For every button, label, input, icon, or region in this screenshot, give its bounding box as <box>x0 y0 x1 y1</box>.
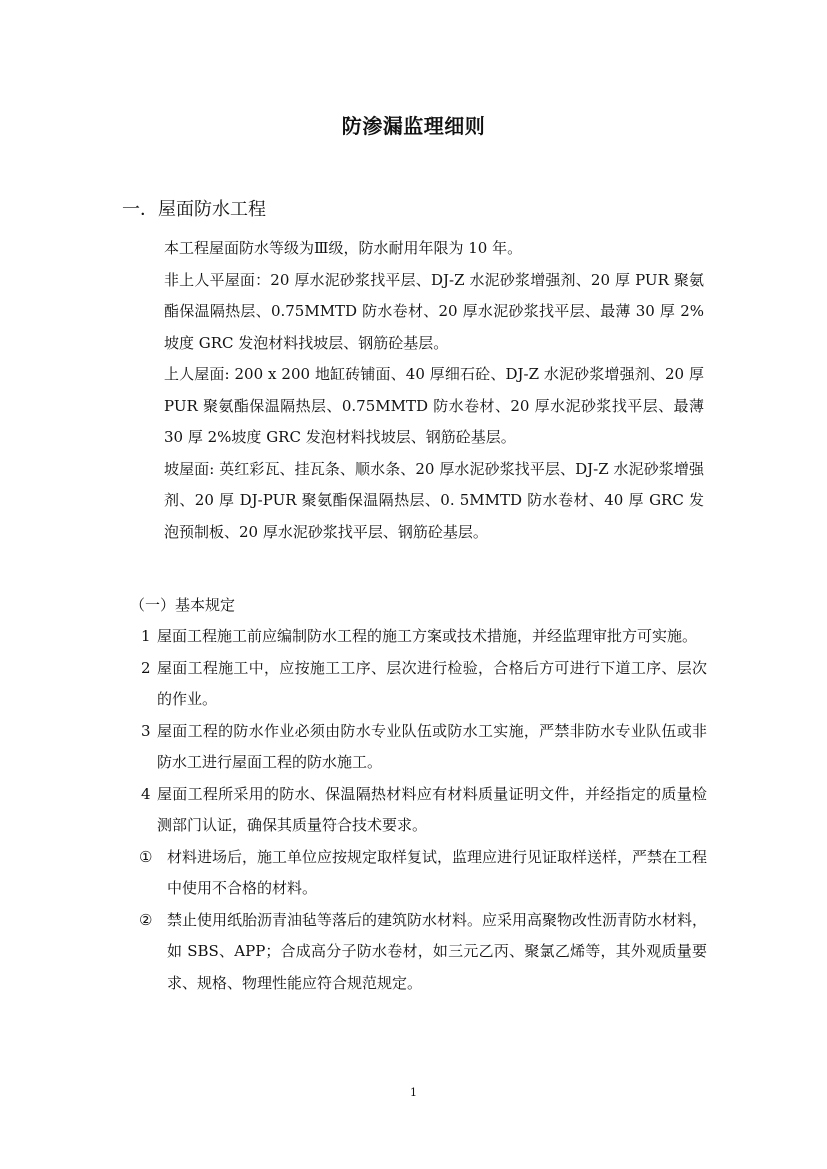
rule-text: 屋面工程的防水作业必须由防水专业队伍或防水工实施，严禁非防水专业队伍或非防水工进行屋面工程的防水施工。 <box>157 721 707 771</box>
rule-item <box>141 779 707 842</box>
intro-paragraph: 非上人平屋面：20 厚水泥砂浆找平层、DJ-Z 水泥砂浆增强剂、20 厚 PUR 聚氨酯保温隔热层、0.75MMTD 防水卷材、20 厚水泥砂浆找平层、最薄 30 厚 2%坡度 GRC 发泡材料找坡层、钢筋砼基层。 <box>164 270 704 352</box>
rules-list <box>141 621 707 999</box>
rule-number: 1 <box>141 627 151 645</box>
sub-rule-text: 禁止使用纸胎沥青油毡等落后的建筑防水材料。应采用高聚物改性沥青防水材料，如 SBS、APP；合成高分子防水卷材，如三元乙丙、聚氯乙烯等，其外观质量要求、规格、物理性能应符合规范规定。 <box>167 910 708 992</box>
sub-rule-item <box>141 905 707 1000</box>
intro-paragraph: 坡屋面: 英红彩瓦、挂瓦条、顺水条、20 厚水泥砂浆找平层、DJ-Z 水泥砂浆增强剂、20 厚 DJ-PUR 聚氨酯保温隔热层、0. 5MMTD 防水卷材、40 厚 GRC 发泡预制板、20 厚水泥砂浆找平层、钢筋砼基层。 <box>164 459 704 541</box>
rule-text: 屋面工程施工中，应按施工工序、层次进行检验，合格后方可进行下道工序、层次的作业。 <box>157 658 707 708</box>
rule-item <box>141 653 707 716</box>
page-number: 1 <box>410 1086 417 1099</box>
sub-rule-text: 材料进场后，施工单位应按规定取样复试，监理应进行见证取样送样，严禁在工程中使用不合格的材料。 <box>167 847 708 897</box>
sub-rule-number: ① <box>139 847 153 866</box>
section-heading: 一．屋面防水工程 <box>122 199 266 220</box>
rule-item <box>141 716 707 779</box>
rule-text: 屋面工程所采用的防水、保温隔热材料应有材料质量证明文件，并经指定的质量检测部门认证，确保其质量符合技术要求。 <box>157 784 707 834</box>
rule-number: 4 <box>141 784 151 803</box>
sub-rule-number: ② <box>139 910 153 929</box>
intro-paragraphs <box>164 233 704 548</box>
rule-item <box>141 621 707 653</box>
rule-text: 屋面工程施工前应编制防水工程的施工方案或技术措施，并经监理审批方可实施。 <box>157 627 698 645</box>
intro-paragraph: 本工程屋面防水等级为Ⅲ级，防水耐用年限为 10 年。 <box>164 239 523 257</box>
rule-number: 2 <box>141 658 151 677</box>
sub-rule-item <box>141 842 707 905</box>
subsection-heading: （一）基本规定 <box>130 596 236 614</box>
document-title: 防渗漏监理细则 <box>341 114 486 138</box>
intro-paragraph: 上人屋面: 200 x 200 地缸砖铺面、40 厚细石砼、DJ-Z 水泥砂浆增强剂、20 厚 PUR 聚氨酯保温隔热层、0.75MMTD 防水卷材、20 厚水泥砂浆找平层、最薄 30 厚 2%坡度 GRC 发泡材料找坡层、钢筋砼基层。 <box>164 365 704 446</box>
rule-number: 3 <box>141 721 151 740</box>
